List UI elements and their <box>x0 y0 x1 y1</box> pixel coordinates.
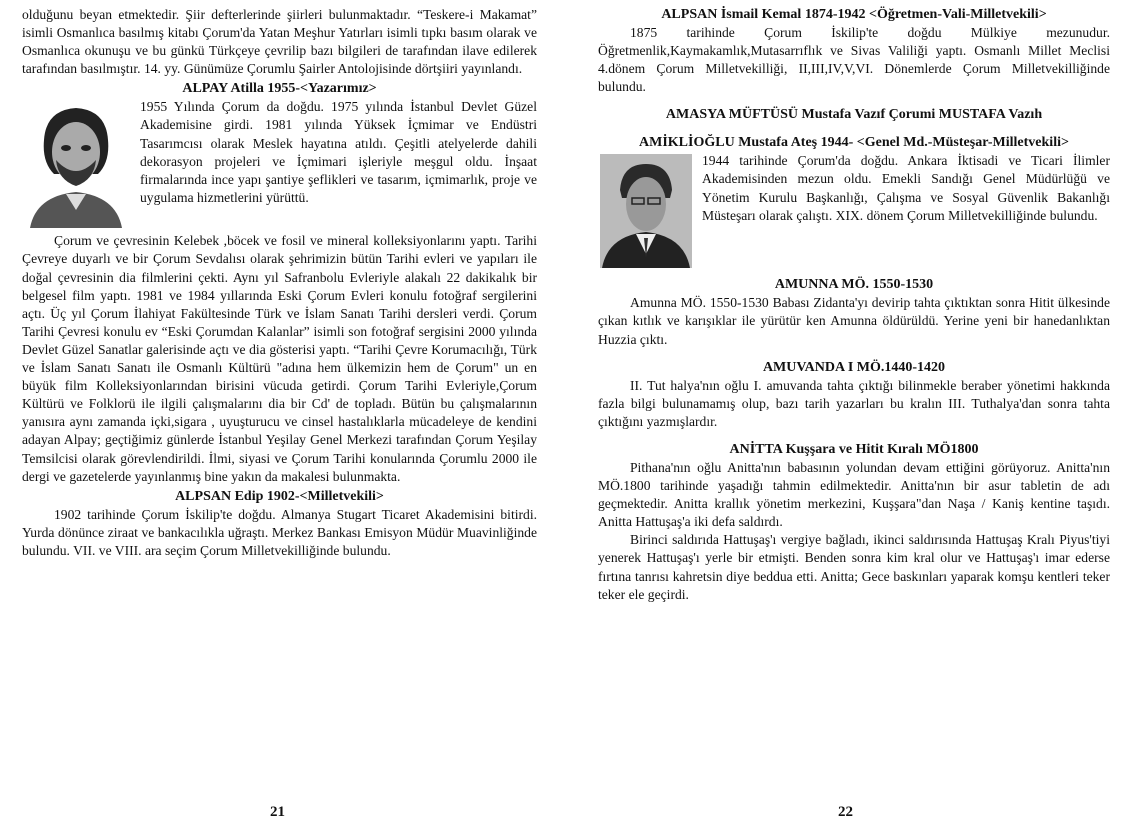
amuvanda-bio: II. Tut halya'nın oğlu I. amuvanda tahta çıktığı bilinmekle beraber yönetimi hakkında fazla bilgi bulunamamış olup, bazı tarih yazarları bu kralın III. Tuthalya'dan sonra tahta çıktığını yazmışlardır. <box>598 377 1110 429</box>
left-page <box>22 6 537 560</box>
page-number-right: 22 <box>838 804 853 820</box>
intro-paragraph: olduğunu beyan etmektedir. Şiir defterlerinde şiirleri bulunmaktadır. “Teskere-i Makamat” isimli Osmanlıca basılmış kitabı Çorum'da Yatan Meşhur Yatırları isimli tıpkı basım olarak ve Osmanlıca okunuşu ve bu günkü Türkçeye çevrilip bazı bilgileri de tarafından ilave edilerek tarafından basılmıştır. 14. yy. Günümüze Çorumlu Şairler Antolojisinde dörtşiiri yayınlandı. <box>22 7 537 77</box>
page-number-left: 21 <box>270 804 285 820</box>
amunna-heading: AMUNNA MÖ. 1550-1530 <box>774 277 934 293</box>
edip-heading: ALPSAN Edip 1902-<Milletvekili> <box>175 488 384 504</box>
amiklioglu-bio: 1944 tarihinde Çorum'da doğdu. Ankara İktisadi ve Ticari İlimler Akademisinden mezun oldu. Emekli Sandığı Genel Müdürlüğü ve Yönetim Kurulu Başkanlığı, Çalışma ve Sosyal Güvenlik Bakanlığı Müsteşarı olarak çalıştı. XIX. dönem Çorum Milletvekilliğinde bulundu. <box>702 153 1110 223</box>
amiklioglu-heading: AMİKLİOĞLU Mustafa Ateş 1944- <Genel Md.-Müsteşar-Milletvekili> <box>639 135 1069 151</box>
amuvanda-heading: AMUVANDA I MÖ.1440-1420 <box>762 359 946 375</box>
alpay-portrait <box>22 98 130 230</box>
alpay-bio-2: Çorum ve çevresinin Kelebek ,böcek ve fosil ve mineral kolleksiyonlarını yaptı. Tarihi Çevreye duyarlı ve bir Çorum Sevdalısı olarak şehrimizin bütün Tarihi evleri ve yapıları ile doğal çevresinin dia filmlerini çekti. Aynı yıl Safranbolu Evleriyle alakalı 22 dakikalık bir belgesel film yaptı. 1981 ve 1984 yıllarında Eski Çorum Evleri konulu fotoğraf sergilerini açtı. Üç yıl Çorum İlahiyat Fakültesinde Türk ve İslam Sanatı Tarihi dersleri verdi. Çorum Tarihi Çevresi konulu ev “Eski Çorumdan Kalanlar” isimli son fotoğraf sergisini 2000 yılında Devlet Güzel Sanatlar galerisinde açtı ve dia gösterisi yaptı. “Tarihi Çevre Korumacılığı, Türk ve İslam Sanatı Sanatı ile Osmanlı Kültürü "adına hem ülkemizin hem de Çorum" un en büyük film Kolleksiyonlarından birisini vücuda getirdi. Çorum Tarihi Evleriyle,Çorum Kültürü ve Folklorü ile ilgili çalışmalarını dia bir Cd' de topladı. Bütün bu çalışmalarının yanısıra aynı zamanda içki,sigara , uyuşturucu ve cinsel hastalıklarla mücadeleye de kendini adayan Alpay; geçtiğimiz günlerde İstanbul Yeşilay Genel Merkezi tarafından Çorum Yeşilay Temsilcisi olarak görevlendirildi. İlmi, siyasi ve Çorum Tarihi konularında Çorumlu 2000 ile dergi ve gazetelerde yayınlanmış bine yakın da makalesi bulunmakta. <box>22 233 537 484</box>
anitta-bio-2: Birinci saldırıda Hattuşaş'ı vergiye bağladı, ikinci saldırısında Hattuşaş Kralı Piyus'tiyi yenerek Hattuşaş'ı yerle bir etmişti. Benden sonra kim kral olur ve Hattuşaş'ı imar ederse fırtına tanrısı kahretsin diye beddua etti. Anitta; Gece baskınları yaparak komşu kentleri teker teker ele geçirdi. <box>598 532 1110 602</box>
ismail-heading: ALPSAN İsmail Kemal 1874-1942 <Öğretmen-Vali-Milletvekili> <box>661 7 1047 22</box>
portrait-image-icon <box>26 100 126 228</box>
ismail-bio: 1875 tarihinde Çorum İskilip'te doğdu Mülkiye mezunudur. Öğretmenlik,Kaymakamlık,Mutasarrıflık ve Sivas Valiliği yaptı. Osmanlı Millet Meclisi 4.dönem Çorum Milletvekilliği, II,III,IV,V,VI. Dönemlerde Çorum Milletvekilliğinde bulundu. <box>598 25 1110 95</box>
alpay-bio-1: 1955 Yılında Çorum da doğdu. 1975 yılında İstanbul Devlet Güzel Akademisine girdi. 1981 yılında Yüksek İçmimar ve Endüstri Tasarımcısı olarak Meslek hayatına atıldı. Çeşitli atelyelerde dahili dekorasyon projeleri ve İçmimari işleriyle meşgul oldu. İnşaat firmalarında ince yapı şantiye şeflikleri ve tasarım, içmimarlık, proje ve uygulama hizmetlerini yürüttü. <box>140 99 537 205</box>
amasya-heading: AMASYA MÜFTÜSÜ Mustafa Vazıf Çorumi MUSTAFA Vazıh <box>665 107 1043 123</box>
edip-bio: 1902 tarihinde Çorum İskilip'te doğdu. Almanya Stugart Ticaret Akademisini bitirdi. Yurda dönünce ziraat ve bankacılıkla uğraştı. Merkez Bankası Emisyon Müdür Muavinliğinde bulundu. VII. ve VIII. ara seçim Çorum Milletvekilliğinde bulundu. <box>22 506 537 558</box>
amunna-bio: Amunna MÖ. 1550-1530 Babası Zidanta'yı devirip tahta çıktıktan sonra Hitit ülkesinde çıkan kıtlık ve karışıklar ile yürütür ken Amunna öldürüldü. Yerine yeni bir hanedanlıktan Huzzia çıktı. <box>598 295 1110 347</box>
anitta-heading: ANİTTA Kuşşara ve Hitit Kıralı MÖ1800 <box>729 441 979 457</box>
alpay-heading: ALPAY Atilla 1955-<Yazarımız> <box>182 81 377 97</box>
right-page <box>598 6 1110 604</box>
portrait-image-icon <box>600 154 692 268</box>
anitta-bio-1: Pithana'nın oğlu Anitta'nın babasının yolundan devam ettiğini görüyoruz. Anitta'nın MÖ.1800 tarihinde yaşadığı tahmin edilmektedir. Anitta'nın bir asur tabletin de adı geçmektedir. Anitta krallık yönetim merkezini, Kuşşara"dan Naşa / Kaniş kentine taşıdı. Anitta Hattuşaş'a iki defa saldırdı. <box>598 459 1110 530</box>
amiklioglu-portrait <box>598 152 694 270</box>
